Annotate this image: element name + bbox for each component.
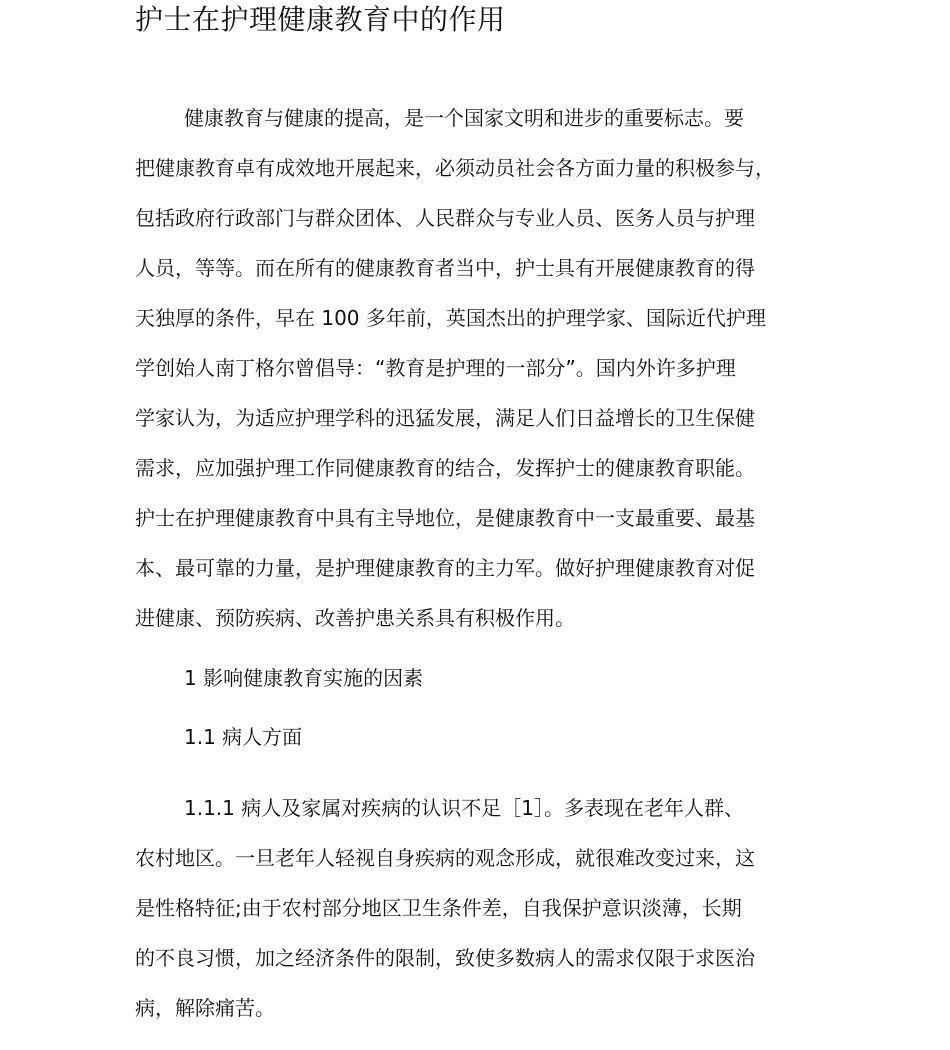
text-line: 天独厚的条件，早在 100 多年前，英国杰出的护理学家、国际近代护理	[135, 306, 766, 330]
text-line: 人员，等等。而在所有的健康教育者当中，护士具有开展健康教育的得	[135, 256, 755, 280]
text-line: 进健康、预防疾病、改善护患关系具有积极作用。	[135, 606, 575, 630]
text-line: 学家认为，为适应护理学科的迅猛发展，满足人们日益增长的卫生保健	[135, 406, 755, 430]
text-line: 的不良习惯，加之经济条件的限制，致使多数病人的需求仅限于求医治	[135, 946, 755, 970]
document-title: 护士在护理健康教育中的作用	[135, 3, 506, 36]
section-heading-1: 1 影响健康教育实施的因素	[184, 666, 424, 690]
text-line: 把健康教育卓有成效地开展起来，必须动员社会各方面力量的积极参与，	[135, 156, 775, 180]
text-line: 需求，应加强护理工作同健康教育的结合，发挥护士的健康教育职能。	[135, 456, 755, 480]
section-heading-1-1: 1.1 病人方面	[184, 725, 303, 749]
text-line: 本、最可靠的力量，是护理健康教育的主力军。做好护理健康教育对促	[135, 556, 755, 580]
text-line: 学创始人南丁格尔曾倡导：“教育是护理的一部分”。国内外许多护理	[135, 356, 736, 380]
text-line: 病，解除痛苦。	[135, 996, 275, 1020]
text-line: 健康教育与健康的提高，是一个国家文明和进步的重要标志。要	[184, 106, 744, 130]
text-line: 护士在护理健康教育中具有主导地位，是健康教育中一支最重要、最基	[135, 506, 755, 530]
text-line: 1.1.1 病人及家属对疾病的认识不足［1］。多表现在老年人群、	[184, 796, 744, 820]
text-line: 是性格特征;由于农村部分地区卫生条件差，自我保护意识淡薄，长期	[135, 896, 742, 920]
text-line: 包括政府行政部门与群众团体、人民群众与专业人员、医务人员与护理	[135, 206, 755, 230]
text-line: 农村地区。一旦老年人轻视自身疾病的观念形成，就很难改变过来，这	[135, 846, 755, 870]
